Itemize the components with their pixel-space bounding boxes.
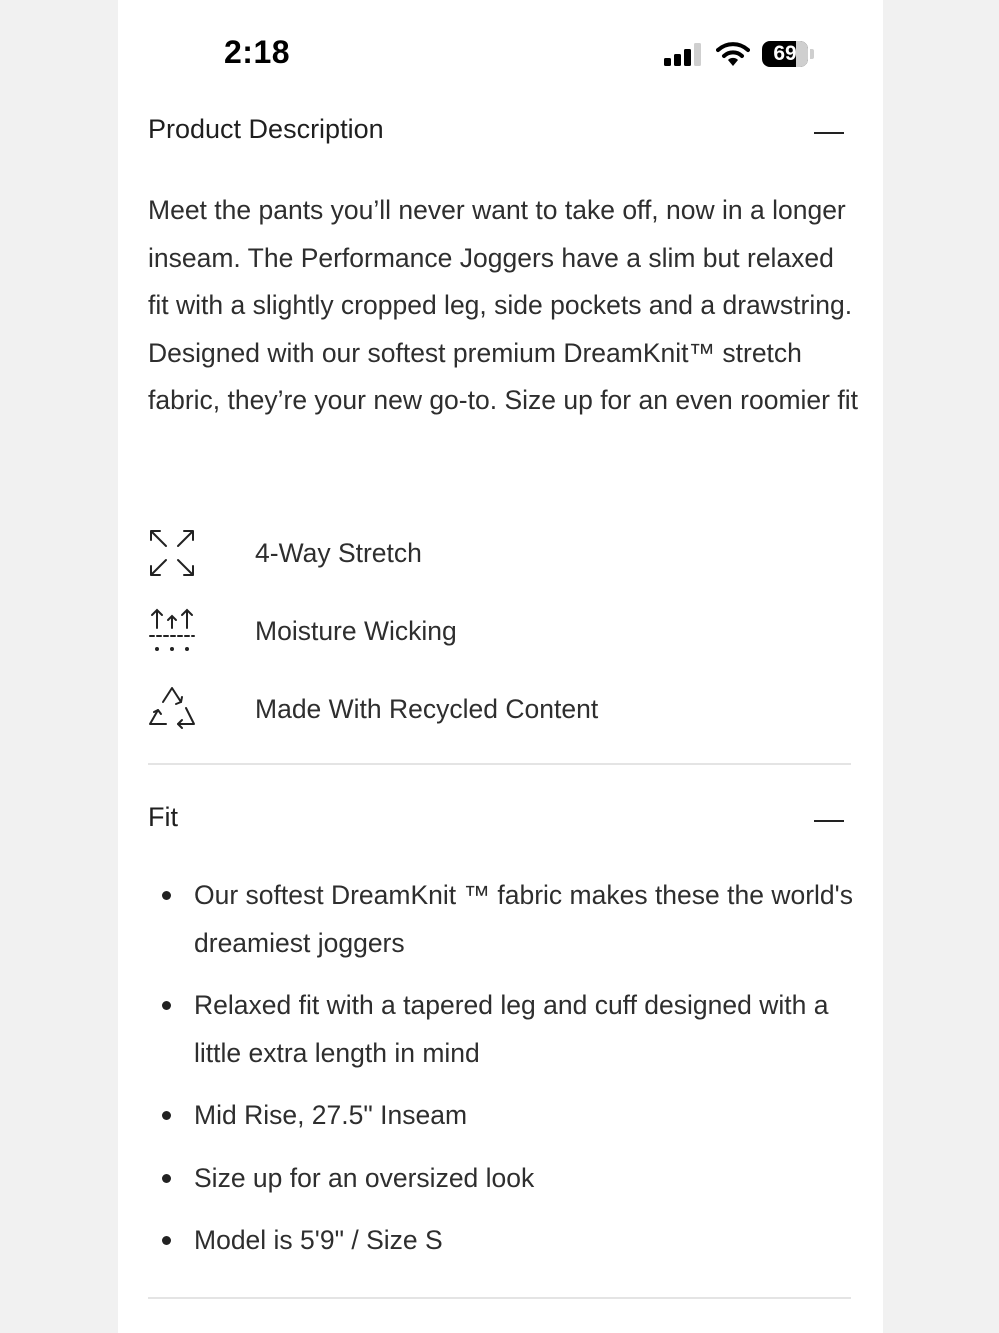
bullet-icon xyxy=(162,891,171,900)
battery-icon xyxy=(762,41,808,67)
moisture-wicking-icon xyxy=(148,606,196,656)
status-time: 2:18 xyxy=(224,34,291,70)
fit-header[interactable] xyxy=(148,802,850,842)
product-description-text: Meet the pants you’ll never want to take off, now in a longer inseam. The Performance Joggers have a slim but relaxed fit with a slightly cropped leg, side pockets and a drawstring. Designed with our softest premium DreamKnit™ stretch fabric, they’re your new go-to. Size up for an even roomier fit xyxy=(148,195,858,415)
recycle-icon xyxy=(148,684,196,734)
feature-label: Moisture Wicking xyxy=(255,616,457,646)
section-title: Fit xyxy=(148,802,178,832)
list-item-text: Relaxed fit with a tapered leg and cuff designed with a little extra length in mind xyxy=(194,990,829,1068)
stretch-arrows-icon xyxy=(148,528,196,578)
collapse-minus-icon[interactable] xyxy=(814,132,844,134)
feature-label: Made With Recycled Content xyxy=(255,694,599,724)
wifi-icon xyxy=(716,40,750,68)
list-item xyxy=(148,872,860,967)
list-item xyxy=(148,1155,860,1203)
section-title: Product Description xyxy=(148,114,384,144)
bullet-icon xyxy=(162,1001,171,1010)
list-item-text: Size up for an oversized look xyxy=(194,1162,535,1193)
bullet-icon xyxy=(162,1236,171,1245)
list-item xyxy=(148,982,860,1077)
feature-item xyxy=(148,528,848,588)
cellular-signal-icon xyxy=(664,42,704,66)
bullet-icon xyxy=(162,1174,171,1183)
list-item-text: Our softest DreamKnit ™ fabric makes these the world's dreamiest joggers xyxy=(194,880,853,958)
list-item xyxy=(148,1217,860,1265)
list-item-text: Model is 5'9" / Size S xyxy=(194,1225,443,1255)
battery-level: 69 xyxy=(773,42,797,65)
list-item-text: Mid Rise, 27.5" Inseam xyxy=(194,1100,468,1130)
product-details-screen xyxy=(118,0,883,1333)
section-divider xyxy=(148,763,851,765)
feature-label: 4-Way Stretch xyxy=(255,538,422,568)
bullet-icon xyxy=(162,1111,171,1120)
product-description-header[interactable] xyxy=(148,114,850,154)
collapse-minus-icon[interactable] xyxy=(814,820,844,822)
fit-list xyxy=(148,872,860,1280)
feature-item xyxy=(148,606,848,666)
feature-item xyxy=(148,684,848,744)
section-divider xyxy=(148,1297,851,1299)
battery-tip xyxy=(810,49,814,59)
list-item xyxy=(148,1092,860,1140)
